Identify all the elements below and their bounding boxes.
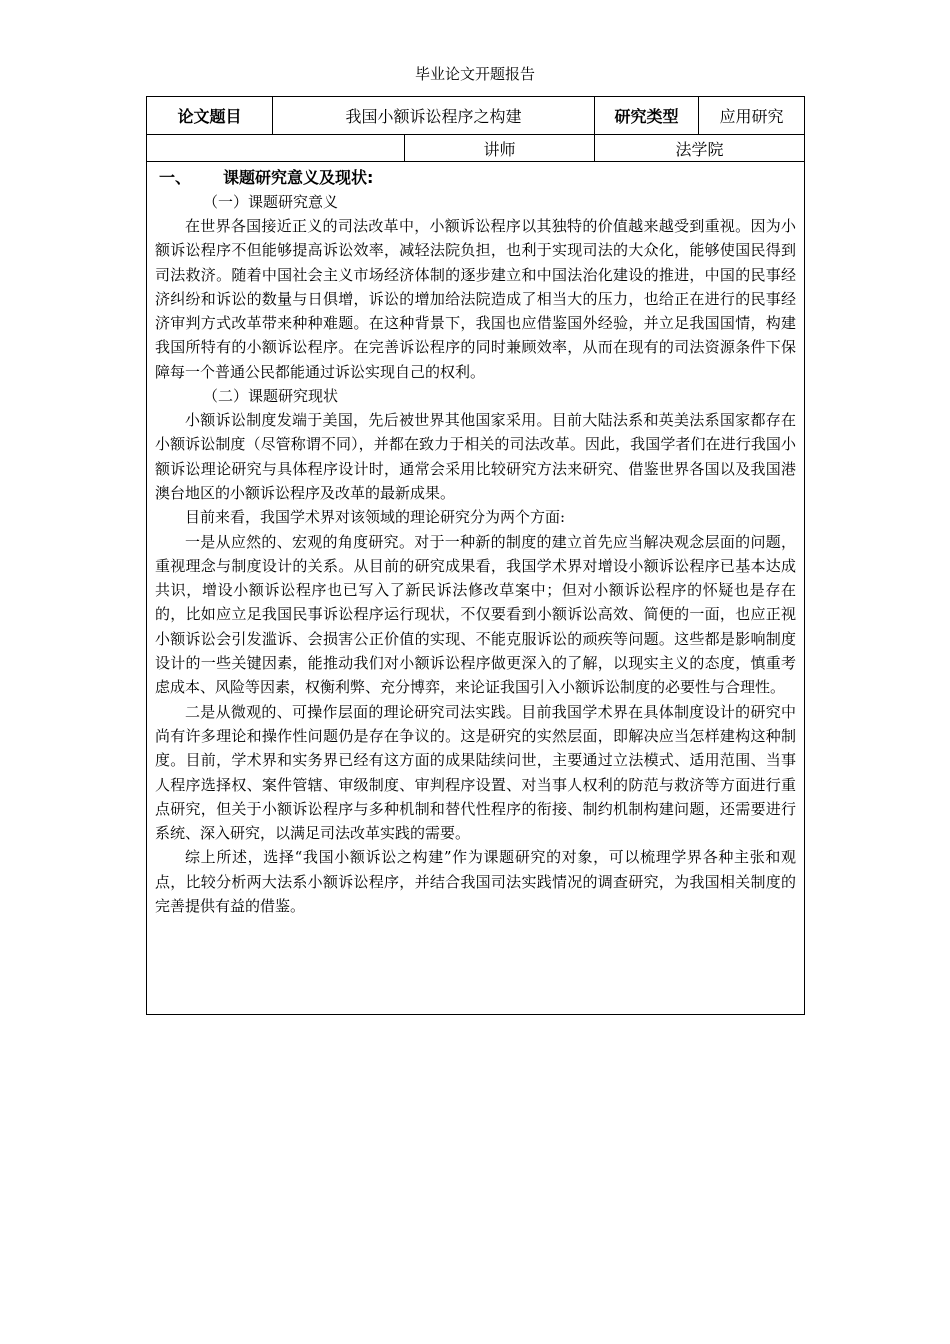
section-heading (155, 166, 796, 190)
report-table (146, 96, 805, 1015)
paragraph-macro-research: 一是从应然的、宏观的角度研究。对于一种新的制度的建立首先应当解决观念层面的问题，重视理念与制度设计的关系。从目前的研究成果看，我国学术界对增设小额诉讼程序已基本达成共识，增设小额诉讼程序也已写入了新民诉法修改草案中；但对小额诉讼程序的怀疑也是存在的，比如应立足我国民事诉讼程序运行现状，不仅要看到小额诉讼高效、简便的一面，也应正视小额诉讼会引发滥诉、会损害公正价值的实现、不能克服诉讼的顽疾等问题。这些都是影响制度设计的一些关键因素，能推动我们对小额诉讼程序做更深入的了解，以现实主义的态度，慎重考虑成本、风险等因素，权衡利弊、充分博弈，来论证我国引入小额诉讼制度的必要性与合理性。 (155, 532, 797, 697)
advisor-title: 讲师 (405, 135, 595, 162)
content-cell (147, 162, 805, 1015)
paragraph-conclusion: 综上所述，选择“我国小额诉讼之构建”作为课题研究的对象，可以梳理学界各种主张和观点，比较分析两大法系小额诉讼程序，并结合我国司法实践情况的调查研究，为我国相关制度的完善提供有益的借鉴。 (155, 848, 797, 916)
section-number: 一、 (159, 168, 192, 187)
topic-value: 我国小额诉讼程序之构建 (273, 97, 595, 135)
department: 法学院 (595, 135, 805, 162)
paragraph-micro-research: 二是从微观的、可操作层面的理论研究司法实践。目前我国学术界在具体制度设计的研究中尚有许多理论和操作性问题仍是存在争议的。这是研究的实然层面，即解决应当怎样建构这种制度。目前，学术界和实务界已经有这方面的成果陆续问世，主要通过立法模式、适用范围、当事人程序选择权、案件管辖、审级制度、审判程序设置、对当事人权利的防范与救济等方面进行重点研究，但关于小额诉讼程序与多种机制和替代性程序的衔接、制约机制构建问题，还需要进行系统、深入研究，以满足司法改革实践的需要。 (155, 702, 797, 843)
section-title: 课题研究意义及现状: (223, 168, 374, 187)
paragraph-origin: 小额诉讼制度发端于美国，先后被世界其他国家采用。目前大陆法系和英美法系国家都存在小额诉讼制度（尽管称谓不同），并都在致力于相关的司法改革。因此，我国学者们在进行我国小额诉讼理论研究与具体程序设计时，通常会采用比较研究方法来研究、借鉴世界各国以及我国港澳台地区的小额诉讼程序及改革的最新成果。 (155, 411, 797, 502)
info-cell-blank (147, 135, 405, 162)
topic-row (147, 97, 805, 135)
content-row (147, 162, 805, 1015)
info-row (147, 135, 805, 162)
page-header-title: 毕业论文开题报告 (414, 65, 535, 83)
type-label: 研究类型 (595, 97, 699, 135)
paragraph-significance: 在世界各国接近正义的司法改革中，小额诉讼程序以其独特的价值越来越受到重视。因为小额诉讼程序不但能够提高诉讼效率，减轻法院负担，也利于实现司法的大众化，能够使国民得到司法救济。随着中国社会主义市场经济体制的逐步建立和中国法治化建设的推进，中国的民事经济纠纷和诉讼的数量与日俱增，诉讼的增加给法院造成了相当大的压力，也给正在进行的民事经济审判方式改革带来种种难题。在这种背景下，我国也应借鉴国外经验，并立足我国国情，构建我国所特有的小额诉讼程序。在完善诉讼程序的同时兼顾效率，从而在现有的司法资源条件下保障每一个普通公民都能通过诉讼实现自己的权利。 (155, 217, 797, 381)
topic-label: 论文题目 (147, 97, 273, 135)
subheading-status: （二）课题研究现状 (203, 387, 339, 406)
subheading-significance: （一）课题研究意义 (203, 193, 339, 211)
paragraph-overview: 目前来看，我国学术界对该领域的理论研究分为两个方面: (185, 508, 566, 527)
type-value: 应用研究 (699, 97, 805, 135)
